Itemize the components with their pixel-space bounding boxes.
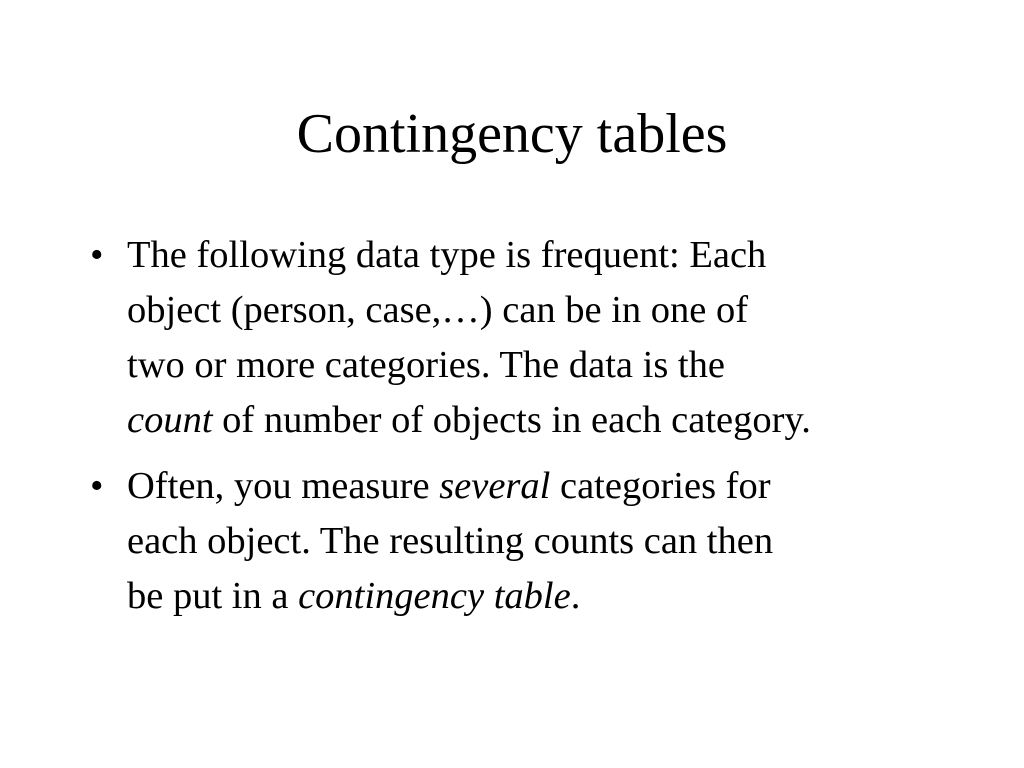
text-run: Often, you measure [127,465,440,507]
text-run: object (person, case,…) can be in one of [127,289,749,331]
text-run: two or more categories. The data is the [127,344,725,386]
bullet-marker: • [90,234,104,276]
slide-title: Contingency tables [296,103,728,165]
text-run: be put in a [127,575,299,617]
bullet-list [90,228,950,635]
italic-term-count: count [127,399,213,441]
text-run: categories for [550,465,771,507]
text-run: . [570,575,581,617]
text-line [127,338,950,393]
text-line [127,569,950,624]
text-line [127,514,950,569]
text-run: each object. The resulting counts can then [127,520,774,562]
text-line [127,459,950,514]
bullet-item [90,228,950,448]
text-run: of number of objects in each category. [212,399,811,441]
italic-term-several: several [439,465,551,507]
italic-term-contingency-table: contingency table [298,575,571,617]
text-run: The following data type is frequent: Each [127,234,767,276]
text-line [127,228,950,283]
text-line [127,393,950,448]
text-line [127,283,950,338]
bullet-item [90,459,950,624]
bullet-marker: • [90,465,104,507]
